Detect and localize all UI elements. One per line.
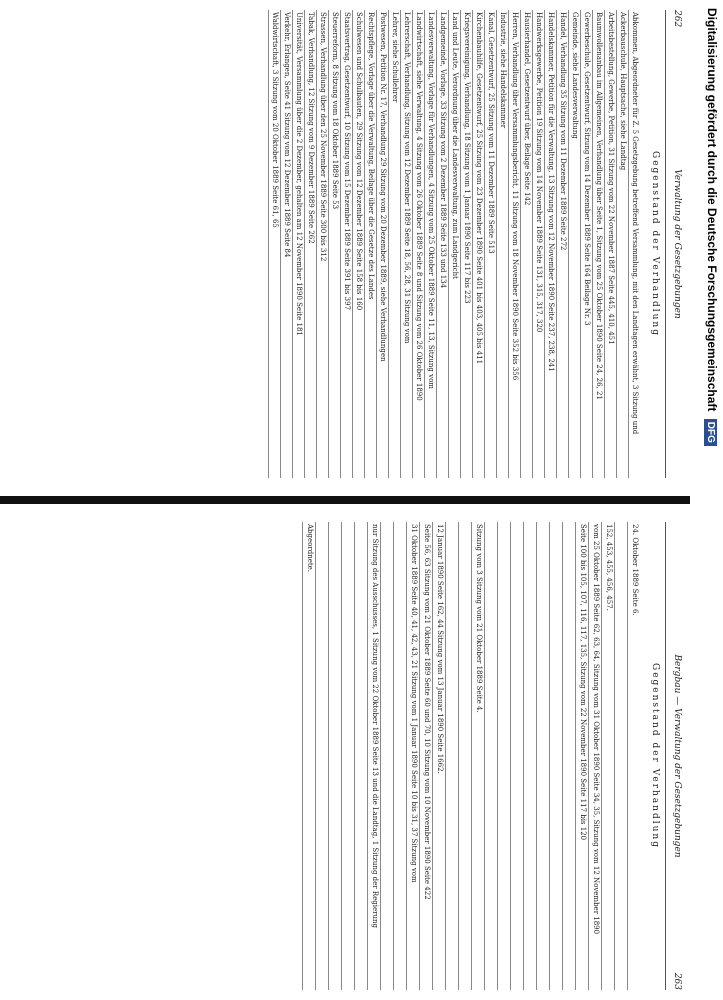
index-entry xyxy=(400,10,412,478)
entry-line: vom 25 Oktober 1889 Seite 62, 63, 64, Sitzung vom 31 Oktober 1890 Seite 34, 35, Sitzung vom 12 November 1890 xyxy=(588,522,601,990)
entry-text: Arbeitsbestellung, Gewerbe, Petition, 31 Sitzung vom 22 November 1887 Seite 445, 410, 451 xyxy=(607,12,615,345)
entry-text: Gewerbeschule, Gesetzentwurf, Sitzung vom 14 Dezember 1889 Seite 164 Beilage Nr. 3 xyxy=(583,12,591,326)
index-entries xyxy=(268,10,640,478)
entry-text: Hausierhandel, Gesetzentwurf über, Beilage Seite 142 xyxy=(523,12,531,206)
entry-text: Landgemeinde, Vorlage, 33 Sitzung vom 2 Dezember 1889 Seite 133 und 134 xyxy=(439,12,447,289)
index-entry xyxy=(616,10,628,478)
entry-line xyxy=(536,522,549,990)
entry-line: Abgeordnete. xyxy=(302,522,315,990)
index-entry xyxy=(508,10,520,478)
index-entry xyxy=(436,10,448,478)
entry-text: Tabak, Verhandlung, 12 Sitzung vom 9 Dezember 1889 Seite 262 xyxy=(307,12,315,244)
page-number: 263 xyxy=(672,972,682,990)
continuation-entries xyxy=(302,522,640,990)
entry-text: Kirchenbauhilfe, Gesetzentwurf, 25 Sitzung vom 23 Dezember 1890 Seite 401 bis 403, 405 bis 411 xyxy=(475,12,483,365)
index-entry xyxy=(472,10,484,478)
column-heading: Gegenstand der Verhandlung xyxy=(650,151,660,337)
index-entry xyxy=(304,10,316,478)
page-header xyxy=(665,10,682,478)
entry-text: Lehrerschaft, Verhandlung, Sitzung vom 12 Dezember 1889 Seite 18, 56, 28, 31 Sitzung vom xyxy=(403,12,411,344)
entry-text: Staatsvertrag, Gesetzentwurf, 10 Sitzung vom 15 Dezember 1889 Seite 391 bis 397 xyxy=(343,12,351,310)
entry-line xyxy=(315,522,328,990)
right-page xyxy=(0,512,690,1000)
left-page xyxy=(0,0,690,488)
index-entry xyxy=(484,10,496,478)
column-heading: Gegenstand der Verhandlung xyxy=(650,663,660,849)
entry-text: Handwerksgewerbe, Petition 19 Sitzung vom 14 November 1889 Seite 131, 315, 317, 320 xyxy=(535,12,543,333)
entry-text: Industrie, siehe Handelskammer xyxy=(499,12,507,129)
index-entry xyxy=(280,10,292,478)
entry-line xyxy=(549,522,562,990)
page-header xyxy=(665,522,682,990)
index-entry xyxy=(376,10,388,478)
index-entry xyxy=(628,10,640,478)
entry-line xyxy=(614,522,627,990)
entry-text: Ackerbauschule, Hauptsache, siehe Landtag xyxy=(619,12,627,171)
entry-line xyxy=(523,522,536,990)
entry-text: Land und Leute, Verordnung über die Landesverwaltung, zum Landgericht xyxy=(451,12,459,279)
entry-text: Kanal, Gesetzentwurf, 25 Sitzung vom 11 Dezember 1889 Seite 513 xyxy=(487,12,495,254)
entry-line xyxy=(458,522,471,990)
entry-line xyxy=(354,522,367,990)
index-entry xyxy=(556,10,568,478)
entry-text: Postwesen, Petition Nr. 17, Verhandlung 29 Sitzung vom 20 Dezember 1889, siehe Verhandlungen xyxy=(379,12,387,362)
entry-line: 24. Oktober 1889 Seite 6. xyxy=(627,522,640,990)
entry-text: Landwirtschaft, siehe Verwaltung, 4 Sitzung vom 26 Oktober 1889 Seite 8 und Sitzung vom 26 Oktober 1890 xyxy=(415,12,423,401)
index-entry xyxy=(328,10,340,478)
index-entry xyxy=(292,10,304,478)
entry-line: Sitzung vom 3 Sitzung vom 21 Oktober 1889 Seite 4. xyxy=(471,522,484,990)
entry-text: Rechtspflege, Vorlage über die Verwaltung, Beilage über die Gesetze des Landes xyxy=(367,12,375,300)
entry-line xyxy=(562,522,575,990)
entry-text: Gemeinde, siehe Landesverwaltung xyxy=(571,12,579,139)
entry-text: Herren, Verhandlung über Versammlungsbericht, 11 Sitzung vom 18 November 1890 Seite 352 bis 356 xyxy=(511,12,519,381)
index-entry xyxy=(460,10,472,478)
index-entry xyxy=(352,10,364,478)
page-number: 262 xyxy=(672,10,682,28)
entry-line: 31 Oktober 1889 Seite 40, 41, 42, 43, 21 Sitzung vom 1 Januar 1890 Seite 10 bis 31, 37 Sitzung vom xyxy=(406,522,419,990)
entry-line xyxy=(393,522,406,990)
funding-text: Digitalisierung gefördert durch die Deutsche Forschungsgemeinschaft xyxy=(705,8,719,412)
entry-line xyxy=(510,522,523,990)
entry-line: 152, 453, 455, 456, 457. xyxy=(601,522,614,990)
entry-text: Steuerreform, 8 Sitzung vom 18 Oktober 1889 Seite 53 xyxy=(331,12,339,210)
entry-text: Verkehr, Erlangen, Seite 41 Sitzung vom 12 Dezember 1889 Seite 84 xyxy=(283,12,291,258)
entry-line xyxy=(341,522,354,990)
index-entry xyxy=(340,10,352,478)
entry-text: Kriegsvereinigung, Verhandlung, 18 Sitzung vom 1 Januar 1890 Seite 117 bis 223 xyxy=(463,12,471,304)
entry-text: Handelskammer, Petition für die Verwaltung, 13 Sitzung vom 12 November 1890 Seite 237, 238, 241 xyxy=(547,12,555,372)
index-entry xyxy=(604,10,616,478)
index-entry xyxy=(412,10,424,478)
entry-line: Seite 56, 63 Sitzung vom 21 Oktober 1889 Seite 60 und 70, 10 Sitzung vom 10 November 1890 Seite 422 xyxy=(419,522,432,990)
entry-line: nur Sitzung des Ausschusses, 1 Sitzung vom 22 Oktober 1889 Seite 13 und die Landtag, 1 Sitzung der Regierung xyxy=(367,522,380,990)
index-entry xyxy=(388,10,400,478)
index-entry xyxy=(568,10,580,478)
entry-text: Baumwollenanbau im Allgemeinen, Verhandlung über Seite 1, Sitzung vom 25 Oktober 1890 Seite 24, 26, 21 xyxy=(595,12,603,400)
entry-text: Schulwesen und Schulbauten, 29 Sitzung vom 12 Dezember 1889 Seite 158 bis 160 xyxy=(355,12,363,311)
entry-line xyxy=(484,522,497,990)
entry-text: Landesverwaltung, Vorlage für Verhandlungen, 4 Sitzung vom 25 Oktober 1889 Seite 11, 13, Sitzung vom xyxy=(427,12,435,389)
index-entry xyxy=(424,10,436,478)
entry-text: Lehrer, siehe Schullehrer xyxy=(391,12,399,103)
entry-text: Waldwirtschaft, 3 Sitzung vom 20 Oktober 1889 Seite 61, 65 xyxy=(271,12,279,228)
page-title: Bergbau — Verwaltung der Gesetzgebungen xyxy=(672,654,682,858)
entry-text: Abkommen, Abgeordneter für Z. 5 Gesetzgebung betreffend Versammlung, mit den Landtagen erwähnt, 3 Sitzung und xyxy=(631,12,639,435)
index-entry xyxy=(520,10,532,478)
entry-text: Handel, Verhandlung 35 Sitzung vom 11 Dezember 1889 Seite 272 xyxy=(559,12,567,251)
dfg-logo: DFG xyxy=(704,419,717,446)
entry-line xyxy=(497,522,510,990)
funding-sidebar xyxy=(693,0,723,1000)
index-entry xyxy=(532,10,544,478)
entry-line xyxy=(445,522,458,990)
index-entry xyxy=(496,10,508,478)
index-entry xyxy=(364,10,376,478)
index-entry xyxy=(268,10,280,478)
entry-text: Universität, Versammlung über die 2 Dezember, gehalten am 12 November 1890 Seite 181 xyxy=(295,12,303,336)
book-gutter xyxy=(0,496,690,504)
entry-line xyxy=(380,522,393,990)
index-entry xyxy=(316,10,328,478)
funding-note xyxy=(704,8,719,446)
entry-line: 12 Januar 1890 Seite 162, 44 Sitzung vom 13 Januar 1890 Seite 1662. xyxy=(432,522,445,990)
entry-line xyxy=(328,522,341,990)
entry-line: Seite 100 bis 105, 107, 116, 117, 135, Sitzung vom 22 November 1890 Seite 117 bis 120 xyxy=(575,522,588,990)
index-entry xyxy=(580,10,592,478)
index-entry xyxy=(448,10,460,478)
entry-text: Strassen, Verhandlung über den 25 November 1889 Seite 300 bis 312 xyxy=(319,12,327,262)
page-title: Verwaltung der Gesetzgebungen xyxy=(672,169,682,319)
index-entry xyxy=(544,10,556,478)
index-entry xyxy=(592,10,604,478)
